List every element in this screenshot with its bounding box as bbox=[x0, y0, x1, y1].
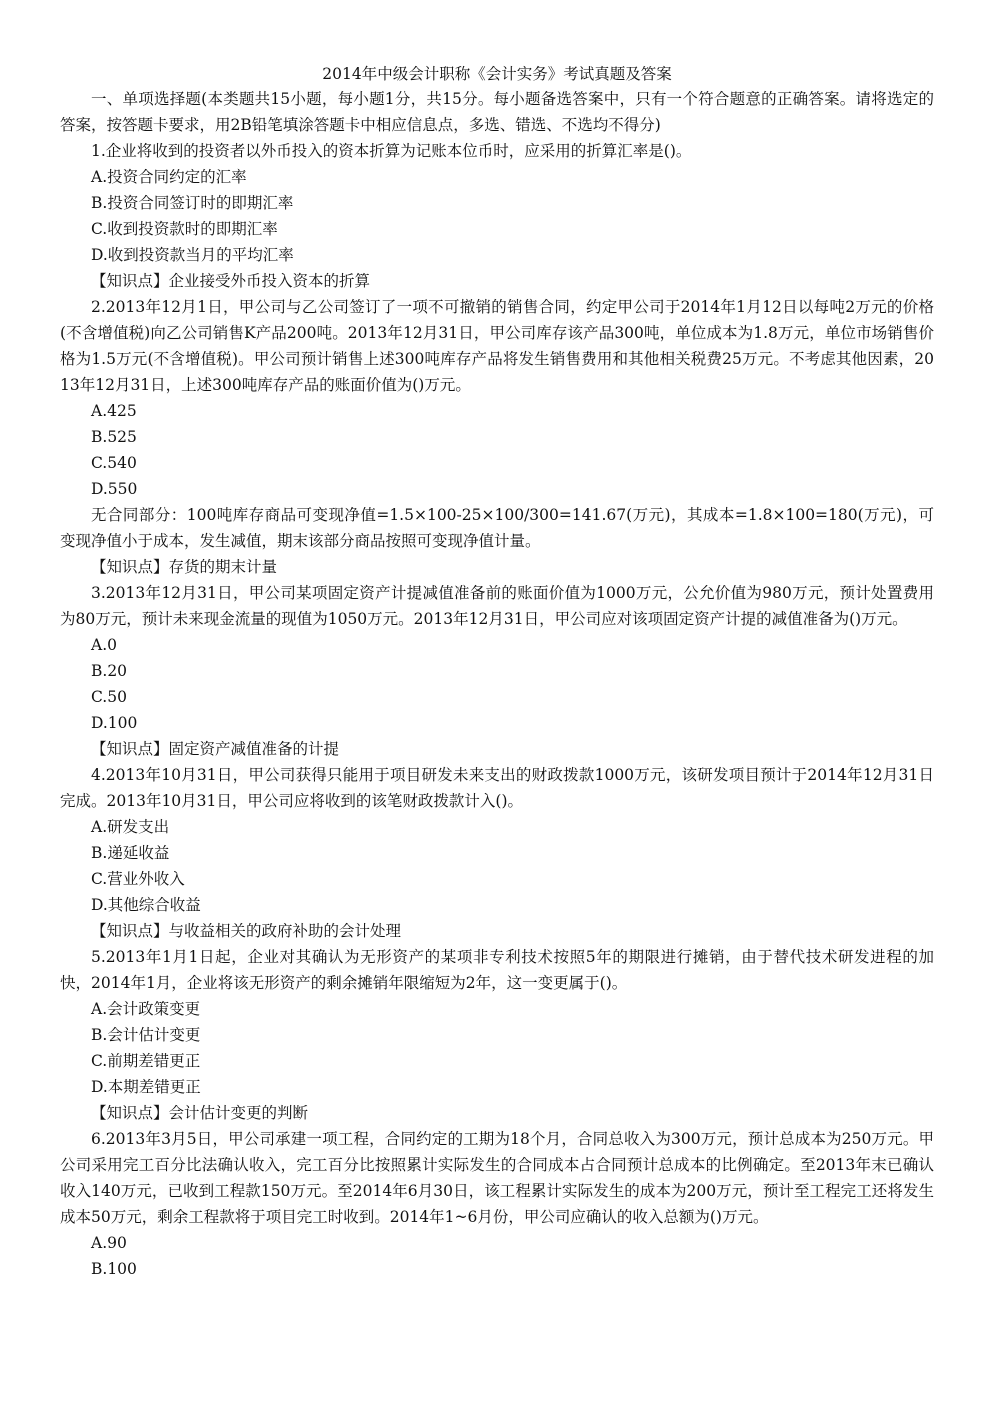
question-4-option-b: B.递延收益 bbox=[91, 844, 170, 862]
question-5-option-a: A.会计政策变更 bbox=[91, 1000, 201, 1018]
question-4-stem: 4.2013年10月31日，甲公司获得只能用于项目研发未来支出的财政拨款1000万元，该研发项目预计于2014年12月31日完成。2013年10月31日，甲公司应将收到的该笔财政拨款计入()。 bbox=[60, 766, 934, 810]
question-3-option-a: A.0 bbox=[91, 636, 117, 654]
question-1-option-d: D.收到投资款当月的平均汇率 bbox=[91, 246, 294, 264]
document-title: 2014年中级会计职称《会计实务》考试真题及答案 bbox=[322, 65, 672, 83]
question-1-option-c: C.收到投资款时的即期汇率 bbox=[91, 220, 278, 238]
question-4-option-c: C.营业外收入 bbox=[91, 870, 185, 888]
question-2-option-d: D.550 bbox=[91, 480, 138, 498]
question-6-option-a: A.90 bbox=[91, 1234, 127, 1252]
section-intro: 一、单项选择题(本类题共15小题，每小题1分，共15分。每小题备选答案中，只有一个符合题意的正确答案。请将选定的答案，按答题卡要求，用2B铅笔填涂答题卡中相应信息点，多选、错选、不选均不得分) bbox=[60, 90, 934, 134]
question-1-knowledge-point: 【知识点】企业接受外币投入资本的折算 bbox=[91, 272, 371, 290]
question-5-option-b: B.会计估计变更 bbox=[91, 1026, 201, 1044]
question-1-option-b: B.投资合同签订时的即期汇率 bbox=[91, 194, 294, 212]
question-2-analysis: 无合同部分：100吨库存商品可变现净值=1.5×100-25×100/300=141.67(万元)，其成本=1.8×100=180(万元)，可变现净值小于成本，发生减值，期末该部分商品按照可变现净值计量。 bbox=[60, 506, 934, 550]
question-2-option-a: A.425 bbox=[91, 402, 137, 420]
question-4-option-a: A.研发支出 bbox=[91, 818, 170, 836]
question-5-option-d: D.本期差错更正 bbox=[91, 1078, 201, 1096]
question-2-stem: 2.2013年12月1日，甲公司与乙公司签订了一项不可撤销的销售合同，约定甲公司于2014年1月12日以每吨2万元的价格(不含增值税)向乙公司销售K产品200吨。2013年12月31日，甲公司库存该产品300吨，单位成本为1.8万元，单位市场销售价格为1.5万元(不含增值税)。甲公司预计销售上述300吨库存产品将发生销售费用和其他相关税费25万元。不考虑其他因素，2013年12月31日，上述300吨库存产品的账面价值为()万元。 bbox=[60, 298, 934, 394]
question-1-stem: 1.企业将收到的投资者以外币投入的资本折算为记账本位币时，应采用的折算汇率是()。 bbox=[91, 142, 692, 160]
question-3-knowledge-point: 【知识点】固定资产减值准备的计提 bbox=[91, 740, 340, 758]
question-3-stem: 3.2013年12月31日，甲公司某项固定资产计提减值准备前的账面价值为1000万元，公允价值为980万元，预计处置费用为80万元，预计未来现金流量的现值为1050万元。2013年12月31日，甲公司应对该项固定资产计提的减值准备为()万元。 bbox=[60, 584, 934, 628]
question-3-option-c: C.50 bbox=[91, 688, 127, 706]
question-3-option-b: B.20 bbox=[91, 662, 128, 680]
question-1-option-a: A.投资合同约定的汇率 bbox=[91, 168, 247, 186]
question-6-stem: 6.2013年3月5日，甲公司承建一项工程，合同约定的工期为18个月，合同总收入为300万元，预计总成本为250万元。甲公司采用完工百分比法确认收入，完工百分比按照累计实际发生的合同成本占合同预计总成本的比例确定。至2013年末已确认收入140万元，已收到工程款150万元。至2014年6月30日，该工程累计实际发生的成本为200万元，预计至工程完工还将发生成本50万元，剩余工程款将于项目完工时收到。2014年1~6月份，甲公司应确认的收入总额为()万元。 bbox=[60, 1130, 934, 1226]
question-3-option-d: D.100 bbox=[91, 714, 138, 732]
question-5-option-c: C.前期差错更正 bbox=[91, 1052, 201, 1070]
question-4-option-d: D.其他综合收益 bbox=[91, 896, 201, 914]
question-5-stem: 5.2013年1月1日起，企业对其确认为无形资产的某项非专利技术按照5年的期限进行摊销，由于替代技术研发进程的加快，2014年1月，企业将该无形资产的剩余摊销年限缩短为2年，这一变更属于()。 bbox=[60, 948, 934, 992]
question-4-knowledge-point: 【知识点】与收益相关的政府补助的会计处理 bbox=[91, 922, 402, 940]
question-2-option-c: C.540 bbox=[91, 454, 137, 472]
question-2-knowledge-point: 【知识点】存货的期末计量 bbox=[91, 558, 278, 576]
question-2-option-b: B.525 bbox=[91, 428, 137, 446]
question-6-option-b: B.100 bbox=[91, 1260, 137, 1278]
question-5-knowledge-point: 【知识点】会计估计变更的判断 bbox=[91, 1104, 309, 1122]
